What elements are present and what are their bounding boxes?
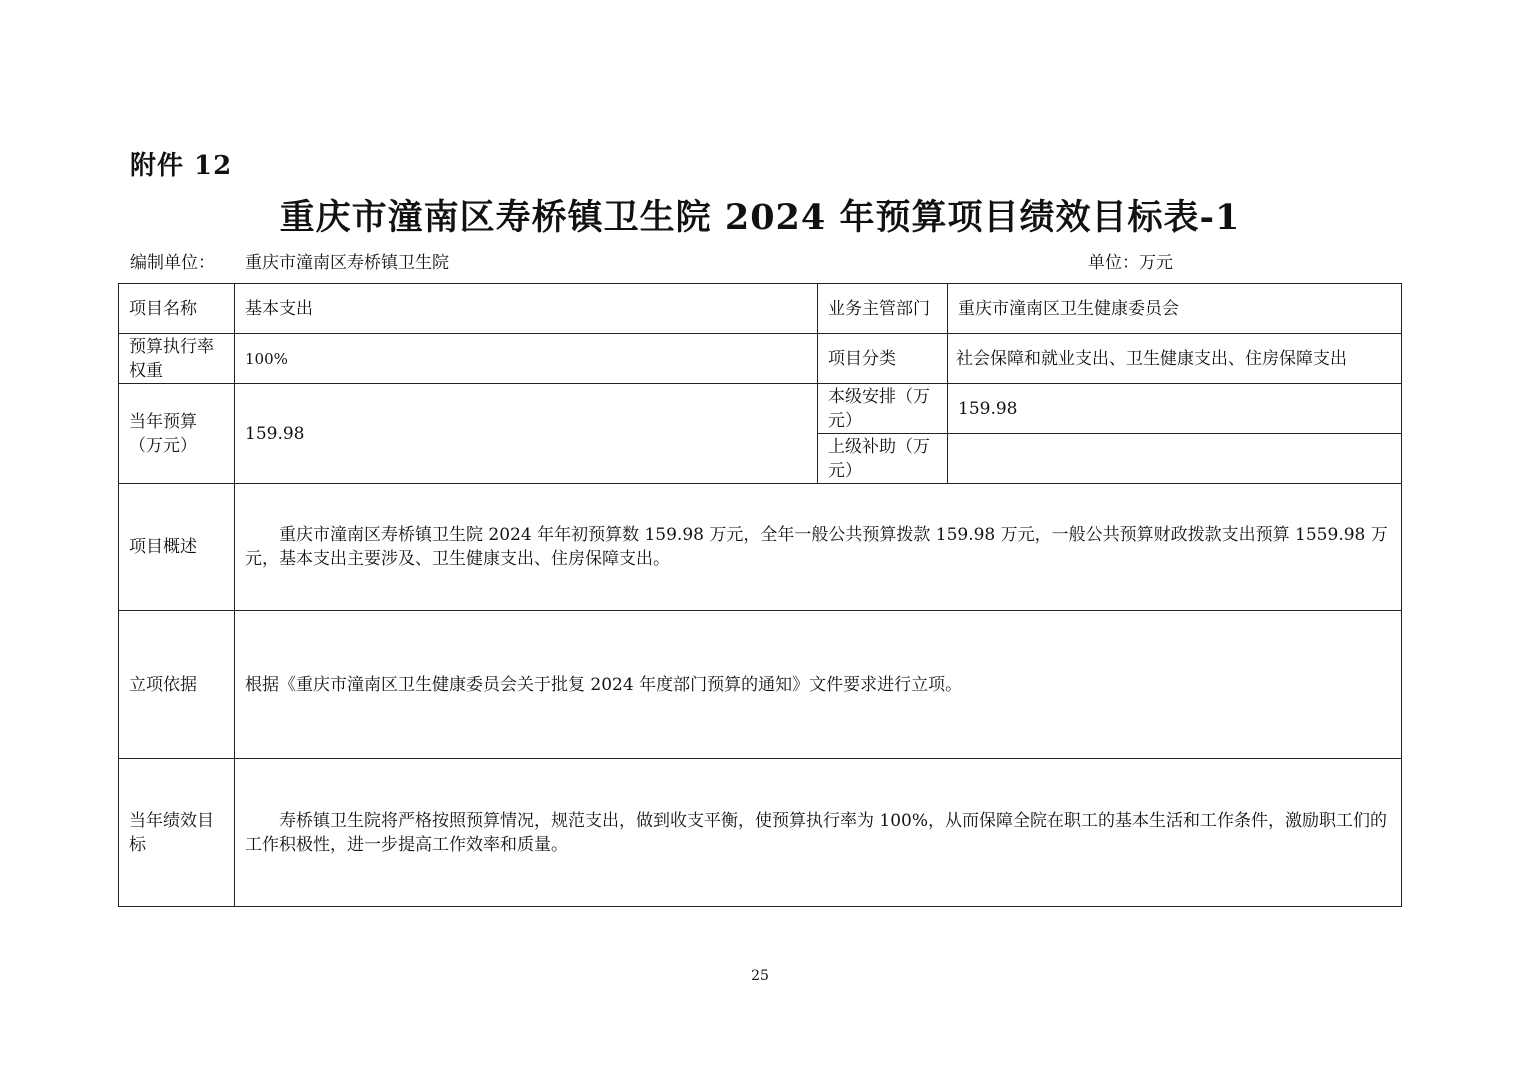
overview-value: 重庆市潼南区寿桥镇卫生院 2024 年年初预算数 159.98 万元，全年一般公共预算拨款 159.98 万元，一般公共预算财政拨款支出预算 1559.98 万元，基本支出主要涉及、卫生健康支出、住房保障支出。 bbox=[235, 484, 1402, 611]
page-title: 重庆市潼南区寿桥镇卫生院 2024 年预算项目绩效目标表-1 bbox=[279, 197, 1241, 238]
project-name-label: 项目名称 bbox=[119, 284, 235, 334]
page-number: 25 bbox=[751, 968, 769, 984]
table-row bbox=[119, 384, 1402, 434]
attachment-label: 附件 12 bbox=[130, 151, 233, 181]
table-row bbox=[119, 284, 1402, 334]
budget-label: 当年预算（万元） bbox=[119, 384, 235, 484]
goal-label: 当年绩效目标 bbox=[119, 759, 235, 907]
table-row bbox=[119, 611, 1402, 759]
project-name-value: 基本支出 bbox=[235, 284, 818, 334]
overview-label: 项目概述 bbox=[119, 484, 235, 611]
table-row bbox=[119, 759, 1402, 907]
local-arrangement-value: 159.98 bbox=[948, 384, 1402, 434]
dept-label: 业务主管部门 bbox=[818, 284, 948, 334]
exec-weight-value: 100% bbox=[235, 334, 818, 384]
upper-subsidy-value bbox=[948, 434, 1402, 484]
category-value: 社会保障和就业支出、卫生健康支出、住房保障支出 bbox=[948, 334, 1402, 384]
table-row bbox=[119, 334, 1402, 384]
basis-value: 根据《重庆市潼南区卫生健康委员会关于批复 2024 年度部门预算的通知》文件要求进行立项。 bbox=[235, 611, 1402, 759]
goal-value: 寿桥镇卫生院将严格按照预算情况，规范支出，做到收支平衡，使预算执行率为 100%，从而保障全院在职工的基本生活和工作条件，激励职工们的工作积极性，进一步提高工作效率和质量。 bbox=[235, 759, 1402, 907]
exec-weight-label: 预算执行率权重 bbox=[119, 334, 235, 384]
local-arrangement-label: 本级安排（万元） bbox=[818, 384, 948, 434]
budget-value: 159.98 bbox=[235, 384, 818, 484]
performance-table bbox=[118, 283, 1402, 907]
basis-label: 立项依据 bbox=[119, 611, 235, 759]
currency-unit: 单位：万元 bbox=[1088, 253, 1173, 273]
compiler-value: 重庆市潼南区寿桥镇卫生院 bbox=[245, 253, 449, 273]
dept-value: 重庆市潼南区卫生健康委员会 bbox=[948, 284, 1402, 334]
table-row bbox=[119, 484, 1402, 611]
upper-subsidy-label: 上级补助（万元） bbox=[818, 434, 948, 484]
compiler-label: 编制单位： bbox=[130, 253, 215, 273]
category-label: 项目分类 bbox=[818, 334, 948, 384]
